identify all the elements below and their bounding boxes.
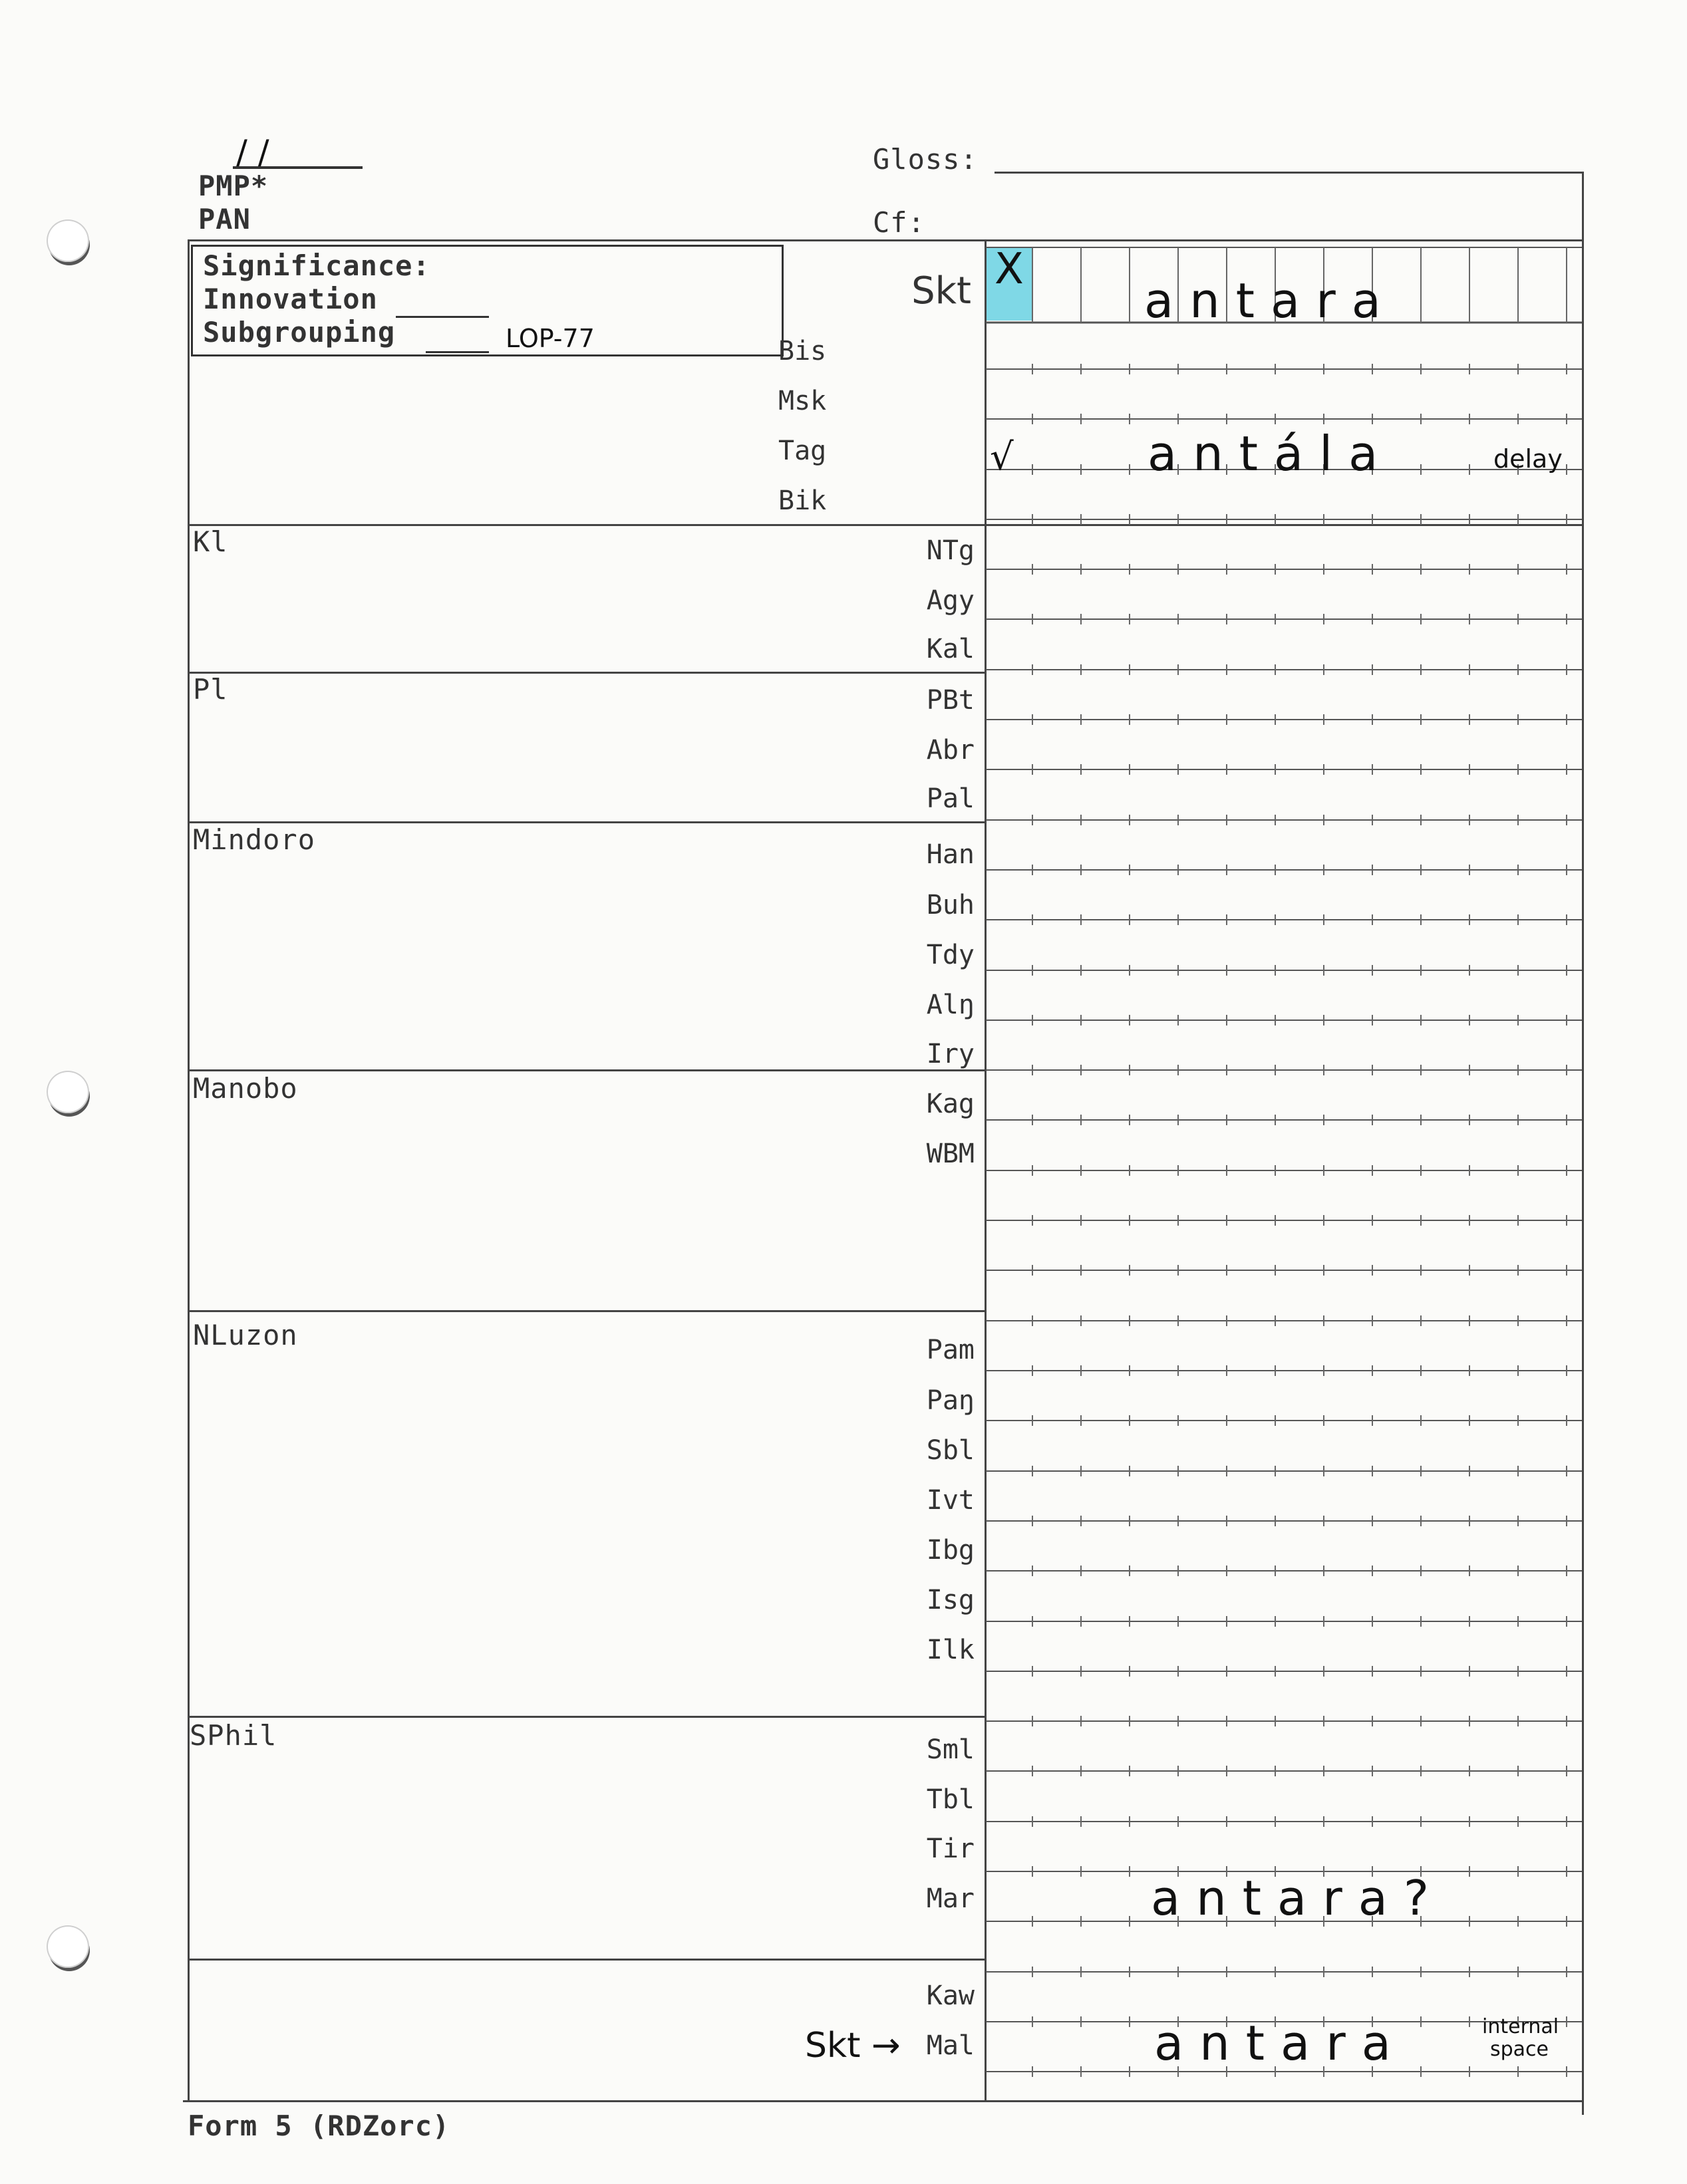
mal-form: antara [1154,2015,1407,2071]
tag-check-mark: √ [990,436,1014,479]
lang-mar: Mar [926,1883,975,1914]
lang-mal: Mal [926,2030,975,2061]
lang-kal: Kal [926,634,975,664]
lang-msk: Msk [778,386,827,416]
subgrouping-value: LOP-77 [506,324,595,353]
skt-arrow-note: Skt → [805,2026,901,2066]
skt-form: antara [1144,273,1397,329]
subgrouping-label: Subgrouping [203,316,396,348]
lang-tbl: Tbl [926,1784,975,1815]
lang-tag: Tag [778,436,827,466]
lang-pal: Pal [926,783,975,814]
lang-han: Han [926,839,975,870]
group-nluzon: NLuzon [193,1319,298,1351]
lang-pbt: PBt [926,685,975,716]
lang-sbl: Sbl [926,1435,975,1466]
pmp-slash-marks: / / [236,133,269,172]
tag-form: antála [1148,426,1394,481]
lang-sml: Sml [926,1734,975,1765]
tag-note: delay [1493,444,1563,474]
significance-title: Significance: [203,249,430,282]
pmp-label: PMP* [198,170,269,202]
lang-iry: Iry [926,1039,975,1069]
form-label: Form 5 (RDZorc) [188,2110,450,2142]
lang-isg: Isg [926,1585,975,1615]
group-sphil: SPhil [190,1719,277,1752]
lang-kaw: Kaw [926,1980,975,2011]
lang-ntg: NTg [926,535,975,566]
lang-pam: Pam [926,1335,975,1365]
lang-ibg: Ibg [926,1535,975,1566]
mal-note-internal: internal [1482,2015,1559,2038]
mal-note-space: space [1490,2038,1549,2061]
lang-tdy: Tdy [926,940,975,970]
group-pl: Pl [193,673,228,706]
group-kl: Kl [193,525,228,558]
group-manobo: Manobo [193,1072,298,1105]
skt-mark: X [995,245,1024,294]
lang-pag: Paŋ [926,1385,975,1416]
pan-label: PAN [198,203,251,235]
gloss-label: Gloss: [873,143,978,176]
innovation-label: Innovation [203,283,378,315]
lang-bik: Bik [778,485,827,516]
lang-abr: Abr [926,735,975,765]
lang-ivt: Ivt [926,1485,975,1516]
group-mindoro: Mindoro [193,823,316,856]
lang-alg: Alŋ [926,990,975,1020]
lang-skt: Skt [911,269,971,313]
lang-buh: Buh [926,890,975,920]
lang-wbm: WBM [926,1139,975,1169]
lang-ilk: Ilk [926,1635,975,1665]
lang-bis: Bis [778,336,827,366]
lang-agy: Agy [926,585,975,616]
mar-form: antara? [1151,1870,1446,1926]
lang-tir: Tir [926,1834,975,1864]
cf-label: Cf: [873,206,925,239]
lang-kag: Kag [926,1089,975,1119]
